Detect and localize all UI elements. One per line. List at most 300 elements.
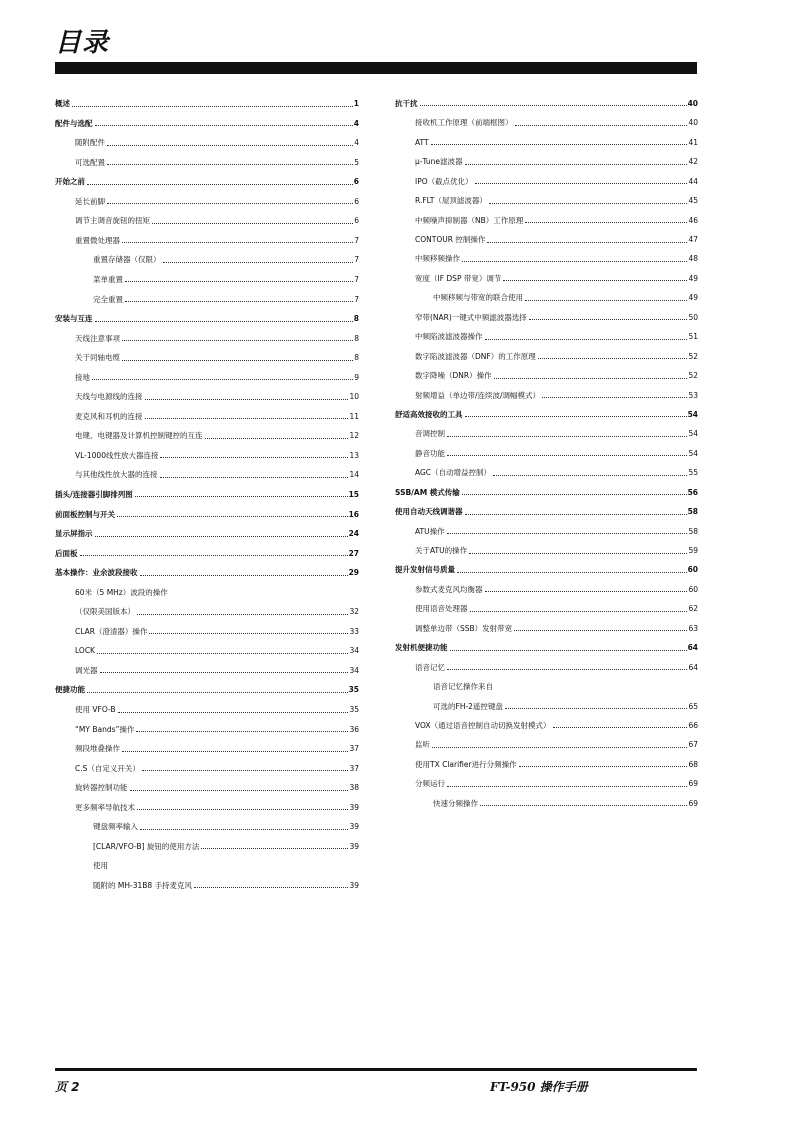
toc-entry-title: 可选的FH-2遥控键盘 [433, 701, 503, 711]
toc-entry-page: 7 [354, 274, 359, 284]
toc-leader-dots [92, 379, 353, 380]
toc-entry-title: 中频移频操作 [415, 254, 460, 264]
toc-entry-page: 7 [354, 235, 359, 245]
toc-entry-title: 数字陷波滤波器（DNF）的工作原理 [415, 351, 536, 361]
toc-leader-dots [505, 708, 688, 709]
toc-leader-dots [553, 727, 688, 728]
toc-entry[interactable] [395, 380, 698, 399]
toc-entry-page: 40 [688, 118, 698, 128]
toc-entry[interactable] [395, 632, 698, 651]
toc-leader-dots [462, 494, 687, 495]
toc-leader-dots [515, 125, 688, 126]
toc-leader-dots [519, 766, 688, 767]
toc-leader-dots [100, 672, 349, 673]
toc-leader-dots [125, 281, 353, 282]
toc-entry-page: 16 [348, 509, 359, 519]
toc-entry[interactable] [395, 263, 698, 282]
toc-entry-page: 33 [349, 626, 359, 636]
toc-entry-page: 37 [349, 744, 359, 754]
toc-entry-title: 中频陷波滤波器操作 [415, 332, 483, 342]
toc-leader-dots [194, 887, 348, 888]
toc-entry[interactable] [55, 440, 359, 460]
toc-entry-page: 54 [687, 409, 698, 419]
toc-entry-page: 9 [354, 372, 359, 382]
toc-entry[interactable] [55, 147, 359, 167]
toc-entry-page: 69 [688, 798, 698, 808]
toc-entry-title: CLAR（澄清器）操作 [75, 626, 148, 636]
toc-entry-title: 延长前脚 [75, 196, 105, 206]
toc-entry[interactable] [55, 264, 359, 284]
toc-entry-title: 使用TX Clarifier进行分频操作 [415, 759, 517, 769]
toc-entry-title: C.S（自定义开关） [75, 763, 140, 773]
toc-entry[interactable] [55, 342, 359, 362]
toc-entry-title: 数字降噪（DNR）操作 [415, 371, 492, 381]
toc-entry-title: 音调控制 [415, 429, 445, 439]
toc-entry-title: 舒适高效接收的工具 [395, 409, 463, 419]
toc-entry[interactable] [395, 185, 698, 204]
toc-entry-page: 60 [687, 565, 698, 575]
toc-entry-page: 6 [354, 196, 359, 206]
toc-entry-title: 概述 [55, 99, 70, 109]
toc-entry-page: 64 [687, 643, 698, 653]
toc-entry-page: 7 [354, 294, 359, 304]
toc-entry-title: 插头/连接器引脚排列图 [55, 489, 133, 499]
toc-entry-page: 35 [348, 685, 359, 695]
toc-entry-page: 53 [688, 390, 698, 400]
toc-entry[interactable] [395, 691, 698, 710]
toc-leader-dots [447, 436, 687, 437]
toc-leader-dots [480, 805, 687, 806]
toc-leader-dots [475, 183, 688, 184]
toc-entry-page: 69 [688, 779, 698, 789]
toc-entry-page: 10 [349, 392, 359, 402]
toc-entry-title: 与其他线性放大器的连接 [75, 470, 158, 480]
toc-entry[interactable] [395, 516, 698, 535]
toc-entry-title: 窄带(NAR)一键式中频滤波器选择 [415, 312, 527, 322]
toc-entry[interactable] [55, 635, 359, 655]
toc-entry-title: 快速分频操作 [433, 798, 478, 808]
toc-entry-title: 分频运行 [415, 779, 445, 789]
toc-entry[interactable] [55, 362, 359, 382]
toc-entry[interactable] [55, 655, 359, 675]
toc-entry-page: 1 [353, 99, 359, 109]
toc-entry[interactable] [55, 166, 359, 186]
toc-entry[interactable] [395, 341, 698, 360]
toc-leader-dots [465, 416, 687, 417]
toc-entry[interactable] [55, 577, 359, 597]
toc-entry-page: 65 [688, 701, 698, 711]
toc-entry[interactable] [395, 710, 698, 729]
toc-entry-page: 55 [688, 468, 698, 478]
toc-entry[interactable] [55, 283, 359, 303]
toc-entry-page: 12 [349, 431, 359, 441]
toc-entry-title: VOX（通过语音控制自动切换发射模式） [415, 720, 551, 730]
toc-entry-title: 基本操作：业余波段接收 [55, 568, 138, 578]
toc-entry-page: 39 [349, 822, 359, 832]
toc-entry-title: 关于ATU的操作 [415, 546, 468, 555]
toc-leader-dots [447, 669, 687, 670]
toc-leader-dots [489, 203, 688, 204]
toc-entry-title: 随附的 MH-31B8 手持麦克风 [93, 880, 193, 890]
toc-leader-dots [465, 514, 687, 515]
toc-entry[interactable] [395, 399, 698, 418]
toc-entry[interactable] [395, 613, 698, 632]
toc-entry-page: 8 [353, 314, 359, 324]
toc-entry-title: 随附配件 [75, 138, 105, 148]
toc-entry-page: 49 [688, 293, 698, 303]
toc-entry-title: 旋转器控制功能 [75, 783, 128, 793]
toc-entry[interactable] [395, 457, 698, 476]
toc-entry[interactable] [395, 282, 698, 301]
toc-leader-dots [503, 280, 687, 281]
toc-leader-dots [140, 829, 348, 830]
toc-entry-title: 接地 [75, 372, 90, 382]
toc-entry[interactable] [55, 518, 359, 538]
toc-entry-title: 显示屏指示 [55, 529, 93, 539]
toc-entry-title: 发射机便捷功能 [395, 643, 448, 653]
toc-entry[interactable] [395, 205, 698, 224]
toc-entry-page: 8 [354, 333, 359, 343]
toc-entry[interactable] [55, 244, 359, 264]
toc-entry-page: 56 [687, 487, 698, 497]
toc-entry-page: 13 [349, 450, 359, 460]
toc-entry-title: 后面板 [55, 548, 78, 558]
toc-entry-page: 36 [349, 724, 359, 734]
toc-entry[interactable] [55, 381, 359, 401]
toc-entry[interactable] [55, 811, 359, 831]
toc-leader-dots [122, 751, 348, 752]
toc-entry-title: 配件与选配 [55, 118, 93, 128]
toc-leader-dots [135, 496, 348, 497]
toc-entry[interactable] [395, 166, 698, 185]
toc-entry-page: 39 [349, 841, 359, 851]
toc-entry-title: VL-1000线性放大器连接 [75, 450, 159, 460]
toc-leader-dots [447, 455, 687, 456]
toc-entry[interactable] [395, 244, 698, 263]
toc-entry-page: 50 [688, 312, 698, 322]
toc-leader-dots [142, 770, 349, 771]
toc-entry[interactable] [55, 538, 359, 558]
toc-entry[interactable] [55, 479, 359, 499]
toc-leader-dots [95, 125, 353, 126]
toc-entry-title: 提升发射信号质量 [395, 565, 455, 575]
toc-entry-title: 麦克风和耳机的连接 [75, 411, 143, 421]
toc-leader-dots [487, 242, 687, 243]
toc-entry[interactable] [395, 555, 698, 574]
toc-entry[interactable] [395, 107, 698, 126]
toc-entry-page: 24 [348, 529, 359, 539]
toc-entry[interactable] [395, 788, 698, 807]
toc-entry-title: 语音记忆 [415, 662, 445, 672]
toc-entry-title: 中频噪声抑制器（NB）工作原理 [415, 215, 524, 225]
toc-entry-page: 58 [687, 507, 698, 517]
toc-entry[interactable] [55, 401, 359, 421]
toc-leader-dots [462, 261, 687, 262]
toc-entry-title: 接收机工作原理（前端框图） [415, 118, 513, 128]
toc-entry[interactable] [55, 831, 359, 851]
toc-entry-page: 67 [688, 740, 698, 750]
toc-entry-title: ATU操作 [415, 526, 445, 536]
toc-entry-title: 调节主调音旋钮的扭矩 [75, 216, 150, 226]
toc-entry[interactable] [55, 186, 359, 206]
toc-entry-title: ATT [415, 137, 429, 147]
toc-leader-dots [149, 633, 348, 634]
toc-entry-title: 天线注意事项 [75, 333, 120, 343]
toc-entry-title: μ-Tune滤波器 [415, 157, 463, 167]
toc-leader-dots [122, 340, 353, 341]
toc-leader-dots [145, 399, 349, 400]
toc-entry-title: 调整单边带（SSB）发射带宽 [415, 623, 513, 633]
toc-leader-dots [122, 360, 353, 361]
toc-leader-dots [95, 536, 348, 537]
toc-leader-dots [470, 611, 688, 612]
toc-entry-title: 语音记忆操作来自 [433, 682, 493, 692]
toc-entry-title: 抗干扰 [395, 98, 418, 108]
toc-entry-title: 射频增益（单边带/连续波/调幅模式） [415, 390, 541, 400]
toc-entry-page: 41 [688, 137, 698, 147]
toc-leader-dots [145, 418, 349, 419]
toc-leader-dots [87, 692, 348, 693]
toc-leader-dots [97, 653, 348, 654]
toc-entry-page: 59 [688, 546, 698, 555]
toc-leader-dots [118, 712, 349, 713]
toc-entry[interactable] [395, 496, 698, 515]
toc-entry-page: 52 [688, 351, 698, 361]
toc-entry[interactable] [395, 127, 698, 146]
toc-entry-page: 60 [688, 584, 698, 594]
toc-leader-dots [485, 591, 688, 592]
toc-entry-page: 32 [349, 607, 359, 617]
toc-entry-title: 可选配置 [75, 157, 105, 167]
toc-entry[interactable] [395, 593, 698, 612]
toc-leader-dots [450, 650, 687, 651]
toc-entry[interactable] [395, 729, 698, 748]
toc-entry[interactable] [55, 323, 359, 343]
toc-leader-dots [107, 145, 353, 146]
toc-entry-page: 34 [349, 646, 359, 656]
toc-entry-page: 40 [687, 98, 698, 108]
toc-entry-title: 频段堆叠操作 [75, 744, 120, 754]
toc-entry[interactable] [55, 870, 359, 890]
toc-entry-page: 49 [688, 273, 698, 283]
toc-entry-title: 开始之前 [55, 177, 85, 187]
footer-manual-title: FT-950 操作手册 [490, 1080, 588, 1094]
toc-entry-page: 62 [688, 604, 698, 614]
toc-entry-page: 52 [688, 371, 698, 381]
toc-entry[interactable] [55, 792, 359, 812]
toc-entry[interactable] [395, 652, 698, 671]
toc-leader-dots [152, 223, 353, 224]
footer-rule [55, 1068, 697, 1071]
toc-leader-dots [205, 438, 349, 439]
toc-entry-title: 电键、电键器及计算机控制键控的互连 [75, 431, 203, 441]
toc-leader-dots [432, 747, 687, 748]
toc-leader-dots [420, 105, 687, 106]
toc-entry[interactable] [395, 477, 698, 496]
toc-leader-dots [485, 339, 688, 340]
toc-entry[interactable] [55, 616, 359, 636]
toc-entry[interactable] [55, 714, 359, 734]
toc-entry-page: 54 [688, 448, 698, 458]
toc-entry-title: 安装与互连 [55, 314, 93, 324]
toc-leader-dots [538, 358, 688, 359]
toc-right-column [395, 88, 698, 807]
toc-entry-page: 68 [688, 759, 698, 769]
toc-leader-dots [493, 475, 687, 476]
toc-entry-page: 8 [354, 353, 359, 363]
toc-leader-dots [494, 378, 688, 379]
toc-entry[interactable] [55, 733, 359, 753]
toc-entry-title: IPO（截点优化） [415, 176, 473, 186]
toc-leader-dots [140, 575, 348, 576]
toc-leader-dots [431, 144, 688, 145]
toc-entry[interactable] [395, 146, 698, 165]
toc-entry-title: SSB/AM 模式传输 [395, 487, 460, 497]
toc-entry[interactable] [395, 302, 698, 321]
toc-entry-title: LOCK [75, 646, 95, 656]
toc-entry-page: 58 [688, 526, 698, 536]
toc-entry-title: 关于同轴电缆 [75, 353, 120, 363]
toc-entry[interactable] [55, 225, 359, 245]
header-rule [55, 62, 697, 74]
toc-entry-title: “MY Bands”操作 [75, 724, 135, 734]
toc-entry[interactable] [395, 418, 698, 437]
toc-entry[interactable] [55, 303, 359, 323]
toc-entry-page: 51 [688, 332, 698, 342]
toc-entry-page: 35 [349, 705, 359, 714]
toc-entry-title: 重置存储器（仅限） [93, 255, 161, 265]
toc-leader-dots [160, 477, 349, 478]
toc-entry-page: 27 [348, 548, 359, 558]
toc-leader-dots [125, 301, 353, 302]
toc-entry[interactable] [395, 360, 698, 379]
toc-entry[interactable] [395, 321, 698, 340]
toc-leader-dots [469, 553, 687, 554]
toc-entry-title: 宽度（IF DSP 带宽）调节 [415, 273, 502, 283]
toc-entry[interactable] [55, 420, 359, 440]
toc-entry-page: 44 [688, 176, 698, 186]
toc-entry[interactable] [55, 753, 359, 773]
toc-entry[interactable] [55, 674, 359, 694]
toc-entry-page: 47 [688, 235, 698, 244]
toc-leader-dots [107, 203, 353, 204]
toc-entry-page: 38 [349, 783, 359, 793]
toc-entry-title: 键盘频率输入 [93, 822, 138, 832]
toc-entry-page: 66 [688, 720, 698, 730]
toc-leader-dots [447, 786, 687, 787]
toc-leader-dots [122, 242, 353, 243]
toc-entry[interactable] [395, 671, 698, 690]
toc-entry[interactable] [395, 535, 698, 554]
toc-leader-dots [525, 222, 687, 223]
toc-entry-page: 29 [348, 568, 359, 578]
toc-entry-page: 14 [349, 470, 359, 480]
toc-leader-dots [457, 572, 687, 573]
toc-leader-dots [160, 457, 348, 458]
toc-entry-page: 64 [688, 662, 698, 672]
toc-entry[interactable] [395, 88, 698, 107]
toc-left-column [55, 88, 359, 889]
toc-entry-page: 48 [688, 254, 698, 264]
toc-entry-page: 63 [688, 623, 698, 633]
toc-entry-page: 42 [688, 157, 698, 167]
page-title: 目录 [55, 28, 110, 58]
toc-entry-page: 5 [354, 157, 359, 167]
toc-entry-page: 54 [688, 429, 698, 439]
toc-leader-dots [107, 164, 353, 165]
toc-entry-title: 调光器 [75, 665, 98, 675]
toc-entry[interactable] [395, 574, 698, 593]
toc-leader-dots [130, 790, 349, 791]
toc-entry-page: 37 [349, 763, 359, 773]
toc-leader-dots [117, 516, 348, 517]
toc-entry-title: 60米（5 MHz）波段的操作 [75, 587, 168, 597]
toc-entry[interactable] [55, 850, 359, 870]
toc-entry-title: 菜单重置 [93, 274, 123, 284]
toc-entry-title: 更多频率导航技术 [75, 802, 135, 812]
toc-entry-title: 监听 [415, 740, 430, 750]
toc-entry-page: 6 [354, 216, 359, 226]
toc-entry[interactable] [395, 438, 698, 457]
toc-entry-page: 4 [354, 138, 359, 148]
toc-entry[interactable] [55, 108, 359, 128]
toc-entry[interactable] [395, 224, 698, 243]
toc-leader-dots [137, 809, 348, 810]
toc-entry-page: 39 [349, 880, 359, 890]
toc-entry-page: 7 [354, 255, 359, 265]
toc-entry-title: 参数式麦克风均衡器 [415, 584, 483, 594]
toc-entry[interactable] [55, 498, 359, 518]
toc-entry-title: 前面板控制与开关 [55, 509, 115, 519]
toc-leader-dots [137, 614, 348, 615]
toc-entry[interactable] [55, 127, 359, 147]
toc-entry-page: 15 [348, 489, 359, 499]
toc-entry-title: 使用 VFO-B [75, 705, 116, 714]
toc-entry-title: 便捷功能 [55, 685, 85, 695]
toc-entry-page: 39 [349, 802, 359, 812]
toc-leader-dots [465, 164, 688, 165]
toc-entry-title: 完全重置 [93, 294, 123, 304]
toc-leader-dots [87, 184, 353, 185]
toc-entry[interactable] [55, 596, 359, 616]
toc-leader-dots [163, 262, 354, 263]
toc-entry[interactable] [55, 694, 359, 714]
toc-entry-title: [CLAR/VFO-B] 旋钮的使用方法 [93, 841, 200, 851]
toc-entry[interactable] [55, 772, 359, 792]
toc-entry[interactable] [55, 205, 359, 225]
toc-entry-title: 使用 [93, 861, 108, 871]
toc-entry-title: 天线与电源线的连接 [75, 392, 143, 402]
toc-entry[interactable] [55, 88, 359, 108]
toc-entry-title: 重置微处理器 [75, 235, 120, 245]
toc-entry[interactable] [55, 459, 359, 479]
toc-entry-page: 46 [688, 215, 698, 225]
toc-entry[interactable] [395, 768, 698, 787]
toc-entry-title: 使用自动天线调谐器 [395, 507, 463, 517]
toc-entry[interactable] [55, 557, 359, 577]
toc-entry-title: CONTOUR 控制操作 [415, 235, 486, 244]
toc-entry-page: 11 [349, 411, 359, 421]
toc-entry-page: 6 [353, 177, 359, 187]
toc-leader-dots [136, 731, 348, 732]
footer-page-label: 页 2 [55, 1080, 80, 1094]
toc-entry-page: 34 [349, 665, 359, 675]
toc-leader-dots [95, 321, 353, 322]
toc-entry-page: 4 [353, 118, 359, 128]
toc-entry-title: R.FLT（屋顶滤波器） [415, 196, 487, 206]
toc-entry[interactable] [395, 749, 698, 768]
toc-entry-title: 使用语音处理器 [415, 604, 468, 614]
